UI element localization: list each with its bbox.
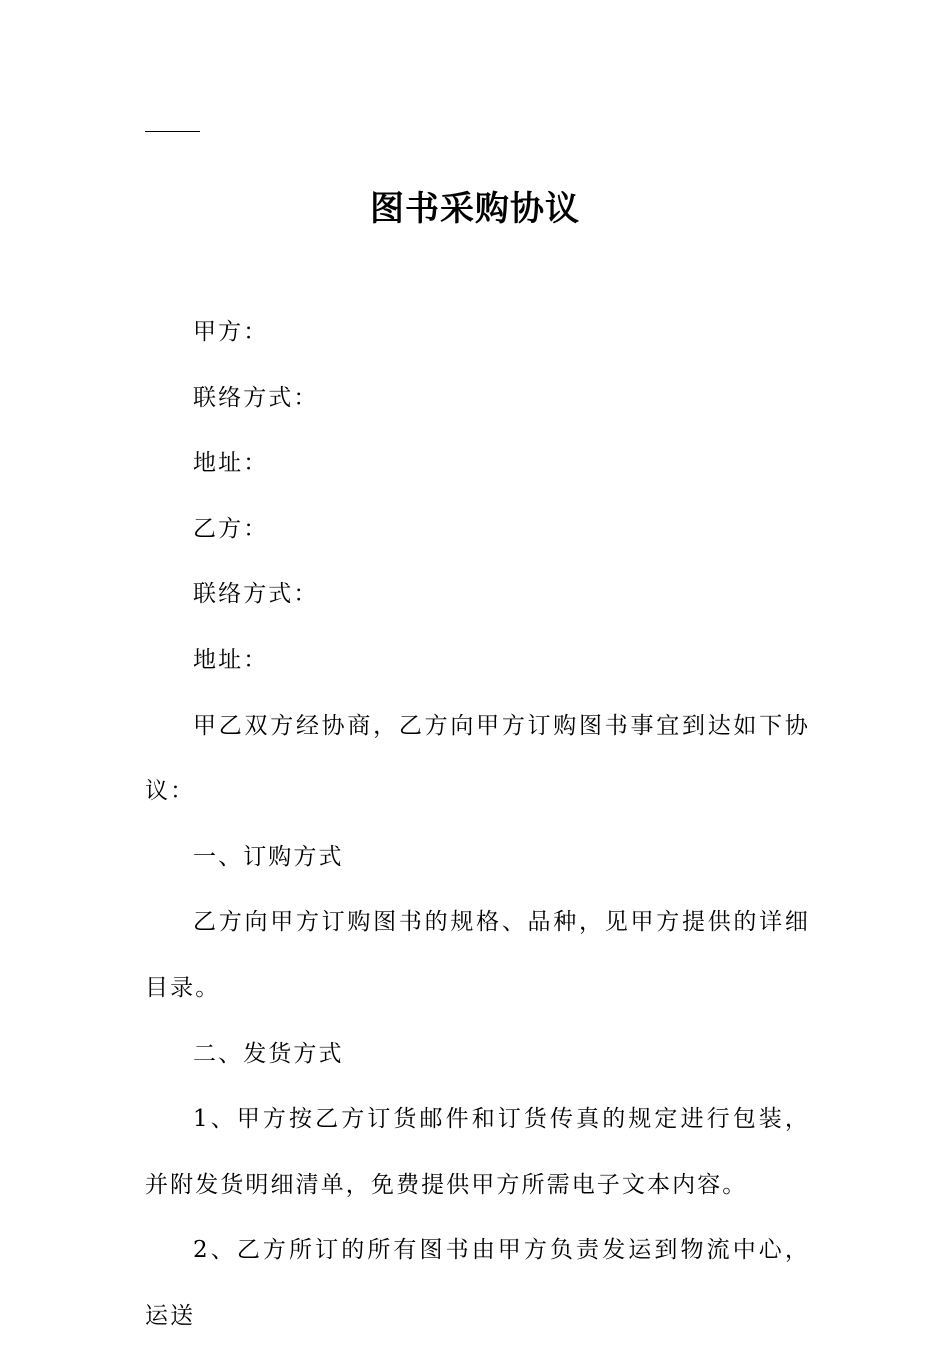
document-title: 图书采购协议 bbox=[370, 189, 580, 229]
section-heading-shipping: 二、发货方式 bbox=[193, 1040, 344, 1067]
shipping-clause-1: 1、甲方按乙方订货邮件和订货传真的规定进行包装，并附发货明细清单，免费提供甲方所需电子文本内容。 bbox=[145, 1106, 810, 1198]
party-b-label: 乙方： bbox=[193, 515, 269, 542]
party-b-contact-label: 联络方式： bbox=[193, 581, 319, 608]
shipping-clause-2: 2、乙方所订的所有图书由甲方负责发运到物流中心，运送 bbox=[145, 1237, 810, 1329]
header-rule bbox=[145, 131, 200, 132]
party-b-address-label: 地址： bbox=[193, 646, 269, 673]
party-a-contact-label: 联络方式： bbox=[193, 384, 319, 411]
section-heading-ordering: 一、订购方式 bbox=[193, 843, 344, 870]
document-body bbox=[145, 300, 810, 1350]
party-a-address-label: 地址： bbox=[193, 450, 269, 477]
ordering-paragraph: 乙方向甲方订购图书的规格、品种，见甲方提供的详细目录。 bbox=[145, 909, 810, 1001]
agreement-intro: 甲乙双方经协商，乙方向甲方订购图书事宜到达如下协议： bbox=[145, 712, 810, 805]
party-a-label: 甲方： bbox=[193, 319, 269, 345]
